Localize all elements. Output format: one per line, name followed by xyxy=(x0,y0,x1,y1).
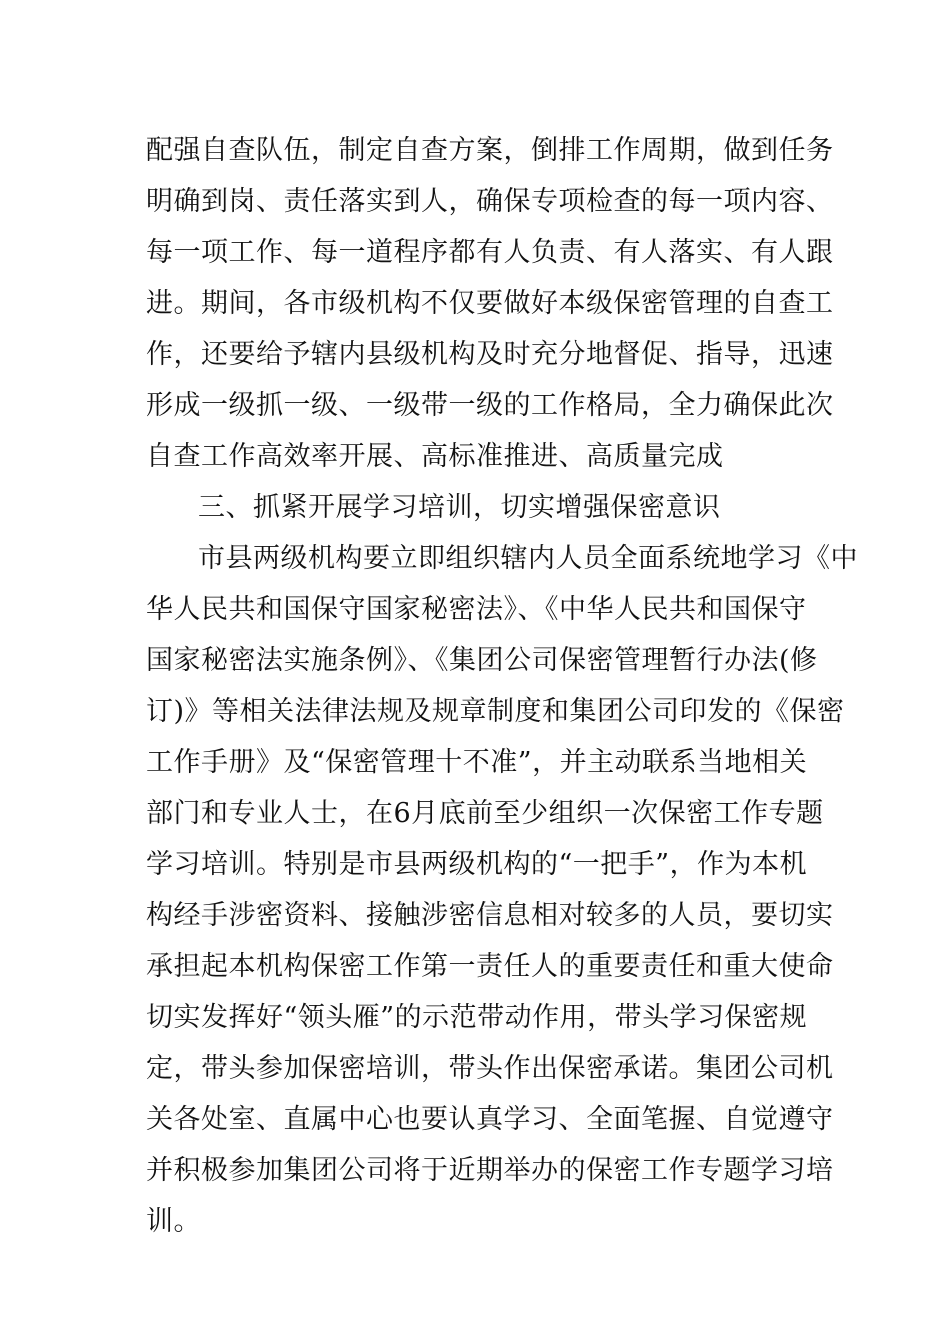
paragraph-line: 切实发挥好“领头雁”的示范带动作用，带头学习保密规 xyxy=(146,1002,808,1033)
paragraph-line: 华人民共和国保守国家秘密法》、《中华人民共和国保守 xyxy=(146,594,807,625)
paragraph-line: 并积极参加集团公司将于近期举办的保密工作专题学习培 xyxy=(146,1155,834,1186)
paragraph-line: 关各处室、直属中心也要认真学习、全面笔握、自觉遵守 xyxy=(146,1104,834,1135)
paragraph-line: 学习培训。特别是市县两级机构的“一把手”，作为本机 xyxy=(146,849,808,880)
paragraph-line: 工作手册》及“保密管理十不准”，并主动联系当地相关 xyxy=(146,747,808,778)
paragraph-line: 自查工作高效率开展、高标准推进、高质量完成 xyxy=(146,441,724,472)
paragraph-line: 市县两级机构要立即组织辖内人员全面系统地学习《中 xyxy=(198,543,858,574)
paragraph-line: 承担起本机构保密工作第一责任人的重要责任和重大使命 xyxy=(146,951,834,982)
section-heading: 三、抓紧开展学习培训，切实增强保密意识 xyxy=(198,492,721,523)
paragraph-line: 作，还要给予辖内县级机构及时充分地督促、指导，迅速 xyxy=(146,339,834,370)
paragraph-line: 构经手涉密资料、接触涉密信息相对较多的人员，要切实 xyxy=(146,900,834,931)
paragraph-line: 明确到岗、责任落实到人，确保专项检查的每一项内容、 xyxy=(146,186,834,217)
paragraph-line: 配强自查队伍，制定自查方案，倒排工作周期，做到任务 xyxy=(146,135,834,166)
paragraph-line: 训。 xyxy=(146,1206,201,1237)
paragraph-line: 定，带头参加保密培训，带头作出保密承诺。集团公司机 xyxy=(146,1053,834,1084)
paragraph-line: 国家秘密法实施条例》、《集团公司保密管理暂行办法(修 xyxy=(146,645,818,676)
paragraph-line: 部门和专业人士，在6月底前至少组织一次保密工作专题 xyxy=(146,798,824,829)
paragraph-line: 订)》等相关法律法规及规章制度和集团公司印发的《保密 xyxy=(146,696,845,727)
paragraph-line: 进。期间，各市级机构不仅要做好本级保密管理的自查工 xyxy=(146,288,834,319)
paragraph-line: 每一项工作、每一道程序都有人负责、有人落实、有人跟 xyxy=(146,237,834,268)
paragraph-line: 形成一级抓一级、一级带一级的工作格局，全力确保此次 xyxy=(146,390,834,421)
